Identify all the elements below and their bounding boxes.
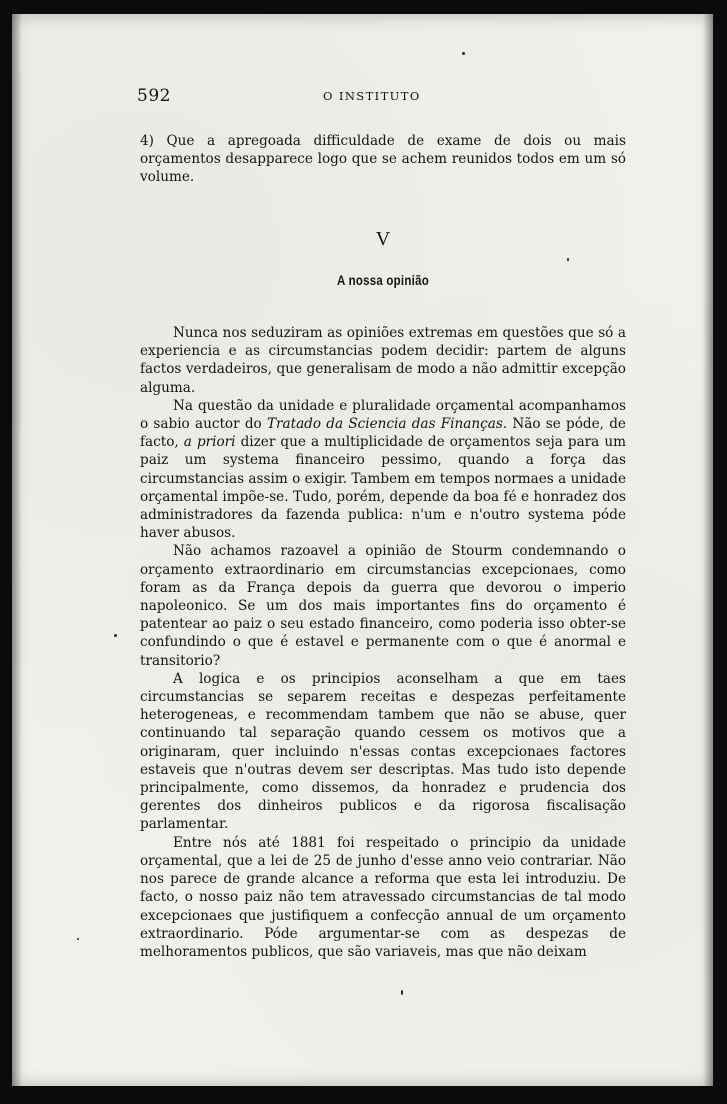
scan-speck (401, 990, 403, 995)
page-header (137, 86, 623, 110)
list-item-4: 4) Que a apregoada difficuldade de exame de dois ou mais orçamentos desapparece logo que se achem reunidos todos em um só volume. (140, 133, 626, 186)
body-text (140, 324, 626, 961)
page-shadow-right (703, 14, 713, 1086)
paragraph-1: Nunca nos seduziram as opiniões extremas em questões que só a experiencia e as circumstancias podem decidir: partem de alguns factos verdadeiros, que generalisam de modo a não admittir excepção alguma. (140, 325, 626, 396)
page-number: 592 (137, 86, 171, 106)
paragraph-2 (140, 397, 626, 543)
paragraph-2-part-c: dizer que a multiplicidade de orçamentos seja para um paiz um systema financeiro pessimo, quando a força das circumstancias assim o exigir. Tambem em tempos normaes a unidade orçamental impõe-se. Tudo, porém, depende da boa fé e honradez dos administradores da fazenda publica: n'um e n'outro systema póde haver abusos. (140, 434, 626, 542)
paragraph-2-part-b: . Não se póde, de facto, (140, 416, 626, 451)
scan-speck (114, 634, 117, 637)
page-shadow-left (12, 14, 22, 1086)
scan-speck (77, 938, 79, 940)
scan-speck (567, 258, 569, 261)
a-priori-italic: a priori (183, 434, 236, 451)
section-number: V (375, 228, 391, 250)
paragraph-3: Não achamos razoavel a opinião de Stourm condemnando o orçamento extraordinario em circumstancias excepcionaes, como foram as da França depois da guerra que devorou o imperio napoleonico. Se um dos mais importantes fins do orçamento é patentear ao paiz o seu estado financeiro, como poderia isso obter-se confundindo o que é estavel e permanente com o que é anormal e transitorio? (140, 543, 626, 669)
section-title: A nossa opinião (337, 272, 429, 288)
paragraph-4: A logica e os principios aconselham a que em taes circumstancias se separem receitas e despezas perfeitamente heterogeneas, e recommendam tambem que não se abuse, quer continuando tal separação quando cessem os motivos que a originaram, quer incluindo n'essas contas excepcionaes factores estaveis que n'outras devem ser descriptas. Mas tudo isto depende principalmente, como dissemos, da honradez e prudencia dos gerentes dos dinheiros publicos e da rigorosa fiscalisação parlamentar. (140, 670, 626, 833)
running-head: O INSTITUTO (323, 89, 421, 103)
book-title-italic: Tratado da Sciencia das Finanças (266, 416, 503, 433)
paragraph-5: Entre nós até 1881 foi respeitado o principio da unidade orçamental, que a lei de 25 de junho d'esse anno veio contrariar. Não nos parece de grande alcance a reforma que esta lei introduziu. De facto, o nosso paiz não tem atravessado circumstancias de tal modo excepcionaes que justifiquem a confecção annual de um orçamento extraordinario. Póde argumentar-se com as despezas de melhoramentos publicos, que são variaveis, mas que não deixam (140, 834, 626, 960)
scan-speck (462, 52, 465, 55)
paragraph-2-part-a: Na questão da unidade e pluralidade orçamental acompanhamos o sabio auctor do (140, 397, 626, 433)
